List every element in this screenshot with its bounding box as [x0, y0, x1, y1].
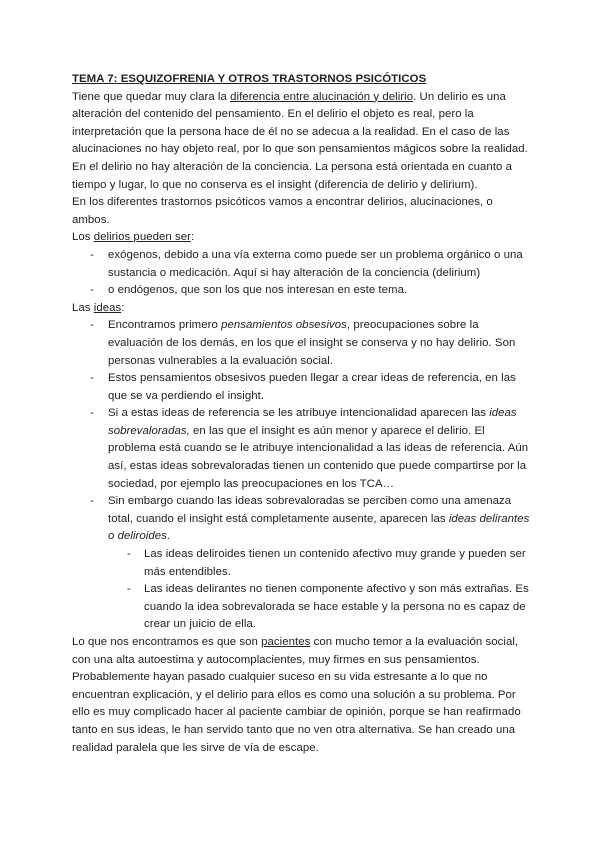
ideas-item3-italic: ideas sobrevaloradas,: [108, 407, 517, 437]
final-text: Lo que nos encontramos es que son: [72, 636, 262, 648]
intro-text: Tiene que quedar muy clara la: [72, 90, 231, 103]
ideas-item4-text: Sin embargo cuando las ideas sobrevaloradas se perciben como una amenaza total, cuando el insight está completamente ausente, aparecen las: [108, 495, 512, 525]
disorders-paragraph: En los diferentes trastornos psicóticos vamos a encontrar delirios, alucinaciones, o ambos.: [72, 196, 493, 226]
delirios-heading-colon: :: [190, 231, 195, 244]
list-item: [72, 405, 530, 493]
document-title: TEMA 7: ESQUIZOFRENIA Y OTROS TRASTORNOS PSICÓTICOS: [72, 73, 427, 85]
list-item: - exógenos, debido a una vía externa como puede ser un problema orgánico o una sustancia o medicación. Aquí si hay alteración de la conciencia (delirium): [72, 247, 530, 282]
list-item: [72, 493, 530, 634]
ideas-item1-text-continued: , preocupaciones sobre la evaluación de los demás, en los que el insight se conserva y no hay delirio. Son personas vulnerables a la evaluación social.: [108, 319, 516, 367]
list-item: [72, 317, 530, 370]
sublist-item: - Las ideas deliroides tienen un contenido afectivo muy grande y pueden ser más entendibles.: [72, 546, 530, 581]
final-paragraph: [72, 634, 530, 757]
list-item: - o endógenos, que son los que nos interesan en este tema.: [72, 282, 530, 300]
ideas-item4-italic: ideas delirantes o deliroides: [108, 512, 530, 543]
ideas-item3-text-continued: en las que el insight es aún menor y aparece el delirio. El problema está cuando se le atribuye intencionalidad a las ideas de referencia. Aún así, estas ideas sobrevaloradas tienen un contenido que puede compartirse por la sociedad, por ejemplo las preocupaciones en los TCA…: [108, 424, 529, 490]
ideas-heading-text: Las: [72, 301, 94, 314]
intro-text-continued: . Un delirio es una alteración del contenido del pensamiento. En el delirio el objeto es real, pero la interpretación que la persona hace de él no se adecua a la realidad. En el caso de las alucinaciones no hay objeto real, por lo que son pensamientos mágicos sobre la realidad. En el delirio no hay alteración de la conciencia. La persona está orientada en cuanto a tiempo y lugar, lo que no conserva es el insight (diferencia de delirio y delirium).: [72, 90, 528, 191]
ideas-list: [72, 317, 530, 634]
delirios-heading-text: Los: [72, 231, 94, 244]
ideas-item1-text: Encontramos primero: [108, 319, 222, 332]
ideas-item3-text: Si a estas ideas de referencia se les atribuye intencionalidad aparecen las: [108, 407, 490, 420]
delirios-list: [72, 247, 530, 300]
intro-underlined-phrase: diferencia entre alucinación y delirio: [230, 90, 414, 103]
sublist-item: - Las ideas delirantes no tienen componente afectivo y son más extrañas. Es cuando la idea sobrevalorada se hace estable y la persona no es capaz de crear un juicio de ella.: [72, 581, 530, 634]
ideas-item1-italic: pensamientos obsesivos: [221, 319, 347, 332]
ideas-item4-text-continued: .: [166, 530, 171, 543]
list-item: - Estos pensamientos obsesivos pueden llegar a crear ideas de referencia, en las que se va perdiendo el insight.: [72, 370, 530, 405]
delirios-heading: [72, 229, 530, 247]
intro-paragraph: [72, 89, 530, 195]
ideas-sublist: [108, 546, 530, 634]
delirios-heading-underlined: delirios pueden ser: [93, 231, 191, 244]
document-page: [72, 71, 530, 757]
final-text-continued: con mucho temor a la evaluación social, con una alta autoestima y autocomplacientes, muy firmes en sus pensamientos. Probablemente hayan pasado cualquier suceso en su vida estresante a lo que no encuentran explicación, y el delirio para ellos es como una solución a su problema. Por ello es muy complicado hacer al paciente cambiar de opinión, porque se han reafirmado tanto en sus ideas, le han servido tanto que no ven otra alternativa. Se han creado una realidad paralela que les sirve de vía de escape.: [72, 636, 521, 754]
ideas-heading: [72, 300, 530, 318]
ideas-heading-colon: :: [121, 301, 125, 314]
final-underlined-word: pacientes: [261, 636, 311, 648]
ideas-heading-underlined: ideas: [93, 301, 122, 314]
